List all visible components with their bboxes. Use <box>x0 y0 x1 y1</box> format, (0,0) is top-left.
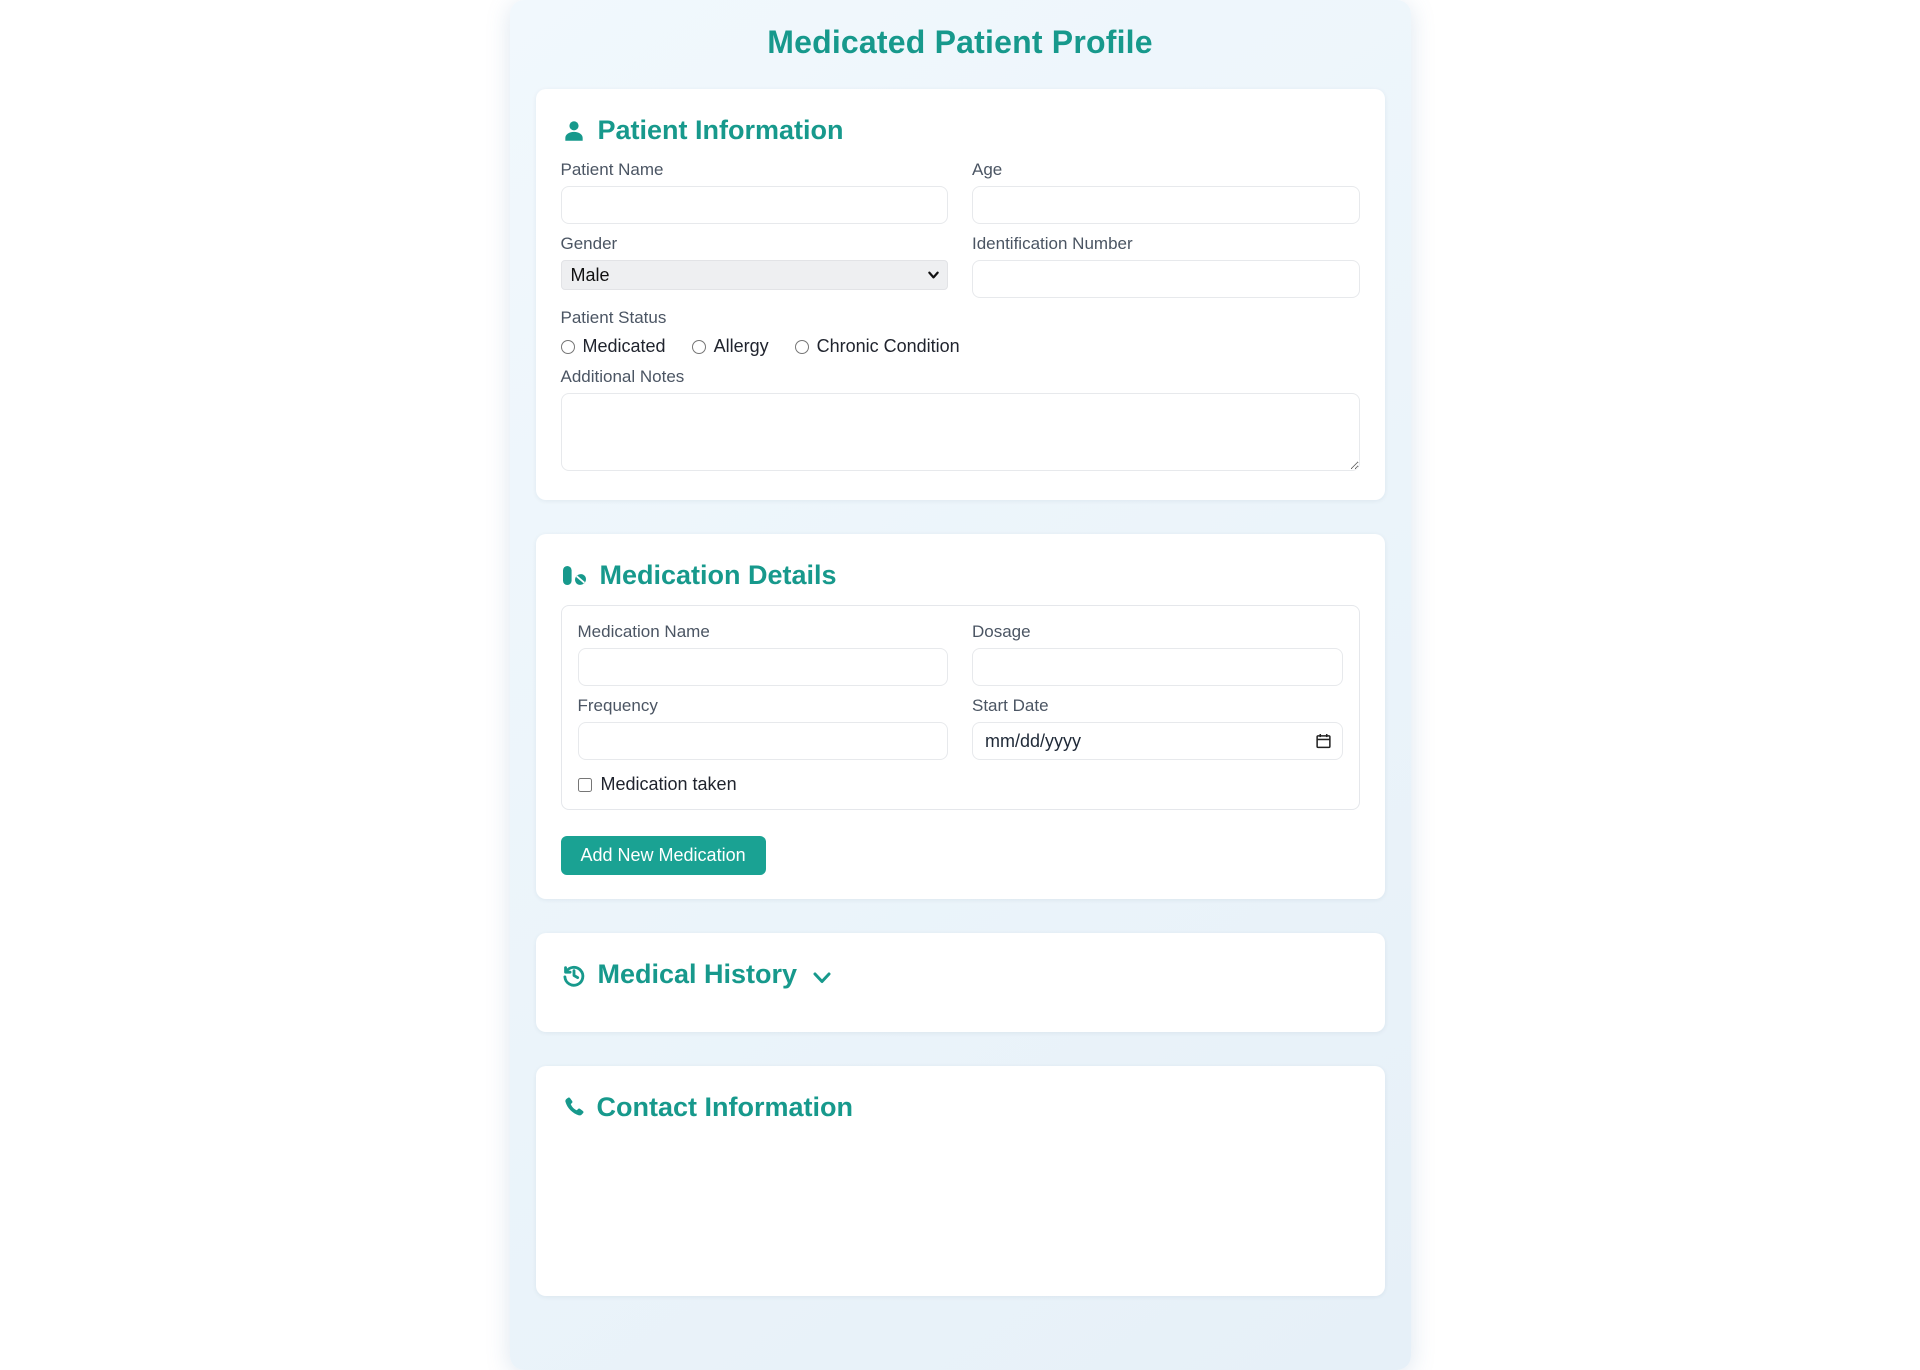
phone-icon <box>561 1095 586 1120</box>
gender-field <box>561 234 949 298</box>
medication-name-field <box>578 622 949 686</box>
additional-notes-label: Additional Notes <box>560 367 685 386</box>
profile-container <box>510 0 1411 1370</box>
start-date-field <box>972 696 1343 760</box>
gender-select[interactable] <box>561 260 949 290</box>
patient-information-heading <box>561 115 1360 146</box>
medical-history-heading-text: Medical History <box>597 959 798 989</box>
medication-taken-checkbox[interactable] <box>578 778 592 792</box>
additional-notes-field <box>561 367 1360 476</box>
medication-details-heading <box>561 560 1360 591</box>
age-input[interactable] <box>972 186 1360 224</box>
medication-taken-label: Medication taken <box>600 774 737 794</box>
contact-information-heading <box>561 1092 1360 1123</box>
patient-status-label: Patient Status <box>560 308 667 327</box>
page-title: Medicated Patient Profile <box>767 24 1153 60</box>
age-label: Age <box>972 160 1003 179</box>
medicated-radio-label: Medicated <box>582 336 666 356</box>
medication-name-input[interactable] <box>578 648 949 686</box>
medical-history-header[interactable] <box>561 959 1360 990</box>
contact-information-heading-text: Contact Information <box>596 1092 853 1122</box>
gender-label: Gender <box>560 234 618 253</box>
medication-taken-option[interactable] <box>578 774 1343 795</box>
patient-status-field <box>561 308 1360 359</box>
start-date-label: Start Date <box>972 696 1049 715</box>
identification-number-label: Identification Number <box>972 234 1133 253</box>
medical-history-card <box>536 933 1385 1032</box>
user-icon <box>561 118 587 144</box>
contact-information-card <box>536 1066 1385 1296</box>
allergy-radio-label: Allergy <box>713 336 769 356</box>
patient-information-heading-text: Patient Information <box>597 115 844 145</box>
age-field <box>972 160 1360 224</box>
medicated-radio[interactable] <box>561 340 575 354</box>
identification-number-input[interactable] <box>972 260 1360 298</box>
dosage-input[interactable] <box>972 648 1343 686</box>
dosage-field <box>972 622 1343 686</box>
status-option-chronic-condition[interactable] <box>795 336 960 357</box>
pills-icon <box>561 564 589 588</box>
start-date-input[interactable] <box>972 722 1343 760</box>
patient-status-radio-group <box>561 334 1360 359</box>
patient-name-input[interactable] <box>561 186 949 224</box>
history-icon <box>561 962 587 988</box>
frequency-field <box>578 696 949 760</box>
status-option-medicated[interactable] <box>561 336 666 357</box>
status-option-allergy[interactable] <box>692 336 769 357</box>
allergy-radio[interactable] <box>692 340 706 354</box>
medication-details-card <box>536 534 1385 899</box>
chronic-condition-radio[interactable] <box>795 340 809 354</box>
medication-details-heading-text: Medication Details <box>599 560 837 590</box>
chronic-condition-radio-label: Chronic Condition <box>816 336 960 356</box>
frequency-input[interactable] <box>578 722 949 760</box>
additional-notes-textarea[interactable] <box>561 393 1360 471</box>
chevron-down-icon[interactable] <box>810 965 834 989</box>
patient-name-field <box>561 160 949 224</box>
frequency-label: Frequency <box>577 696 658 715</box>
patient-name-label: Patient Name <box>560 160 664 179</box>
add-new-medication-button[interactable]: Add New Medication <box>561 836 766 875</box>
medication-entry-box <box>561 605 1360 810</box>
identification-number-field <box>972 234 1360 298</box>
dosage-label: Dosage <box>972 622 1031 641</box>
patient-information-card <box>536 89 1385 500</box>
medication-name-label: Medication Name <box>577 622 710 641</box>
